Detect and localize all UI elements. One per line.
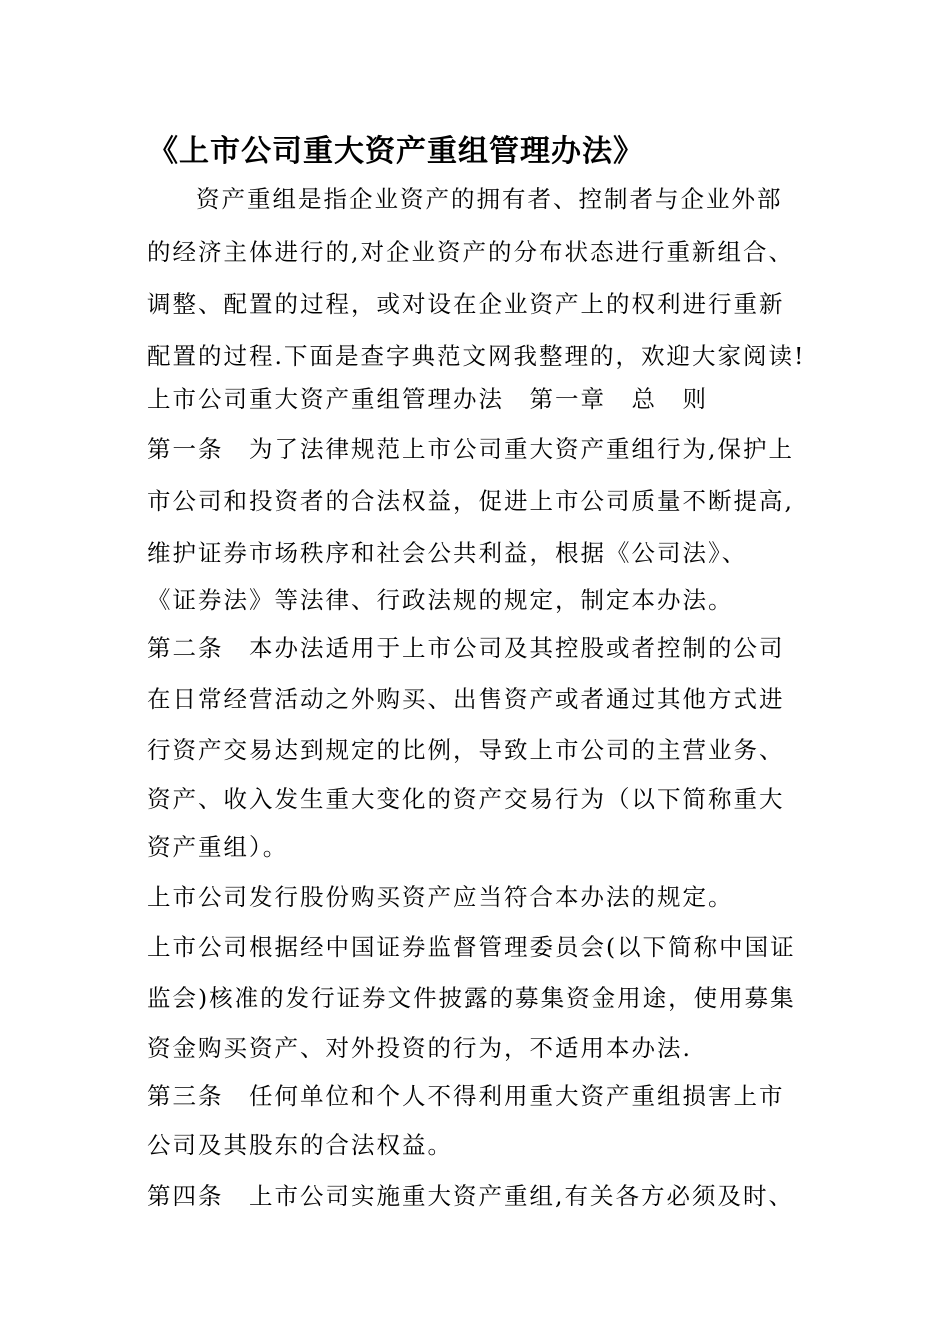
article-line: 上市公司根据经中国证券监督管理委员会(以下简称中国证 [147, 933, 796, 961]
document-title: 《上市公司重大资产重组管理办法》 [148, 134, 644, 169]
article-line: 第四条 上市公司实施重大资产重组,有关各方必须及时、 [147, 1182, 794, 1210]
paragraph-line: 调整、配置的过程，或对设在企业资产上的权利进行重新 [147, 290, 785, 318]
article-line: 在日常经营活动之外购买、出售资产或者通过其他方式进 [147, 685, 785, 713]
paragraph-line: 资产重组是指企业资产的拥有者、控制者与企业外部 [196, 185, 783, 213]
article-line: 监会)核准的发行证券文件披露的募集资金用途，使用募集 [147, 984, 796, 1012]
article-line: 资产重组）。 [147, 833, 289, 861]
paragraph-line: 的经济主体进行的,对企业资产的分布状态进行重新组合、 [147, 238, 794, 266]
article-line: 行资产交易达到规定的比例，导致上市公司的主营业务、 [147, 736, 785, 764]
article-line: 市公司和投资者的合法权益，促进上市公司质量不断提高, [147, 487, 794, 515]
chapter-heading: 上市公司重大资产重组管理办法 第一章 总 则 [147, 385, 708, 413]
article-line: 第一条 为了法律规范上市公司重大资产重组行为,保护上 [147, 435, 794, 463]
article-line: 资金购买资产、对外投资的行为，不适用本办法. [147, 1034, 692, 1062]
article-line: 资产、收入发生重大变化的资产交易行为（以下简称重大 [147, 785, 785, 813]
article-line: 第二条 本办法适用于上市公司及其控股或者控制的公司 [147, 634, 785, 662]
article-line: 上市公司发行股份购买资产应当符合本办法的规定。 [147, 883, 734, 911]
paragraph-line: 配置的过程.下面是查字典范文网我整理的，欢迎大家阅读! [147, 342, 806, 370]
article-line: 维护证券市场秩序和社会公共利益，根据《公司法》、 [147, 539, 748, 567]
article-line: 公司及其股东的合法权益。 [147, 1131, 453, 1159]
article-line: 《证券法》等法律、行政法规的规定，制定本办法。 [147, 586, 734, 614]
article-line: 第三条 任何单位和个人不得利用重大资产重组损害上市 [147, 1082, 785, 1110]
